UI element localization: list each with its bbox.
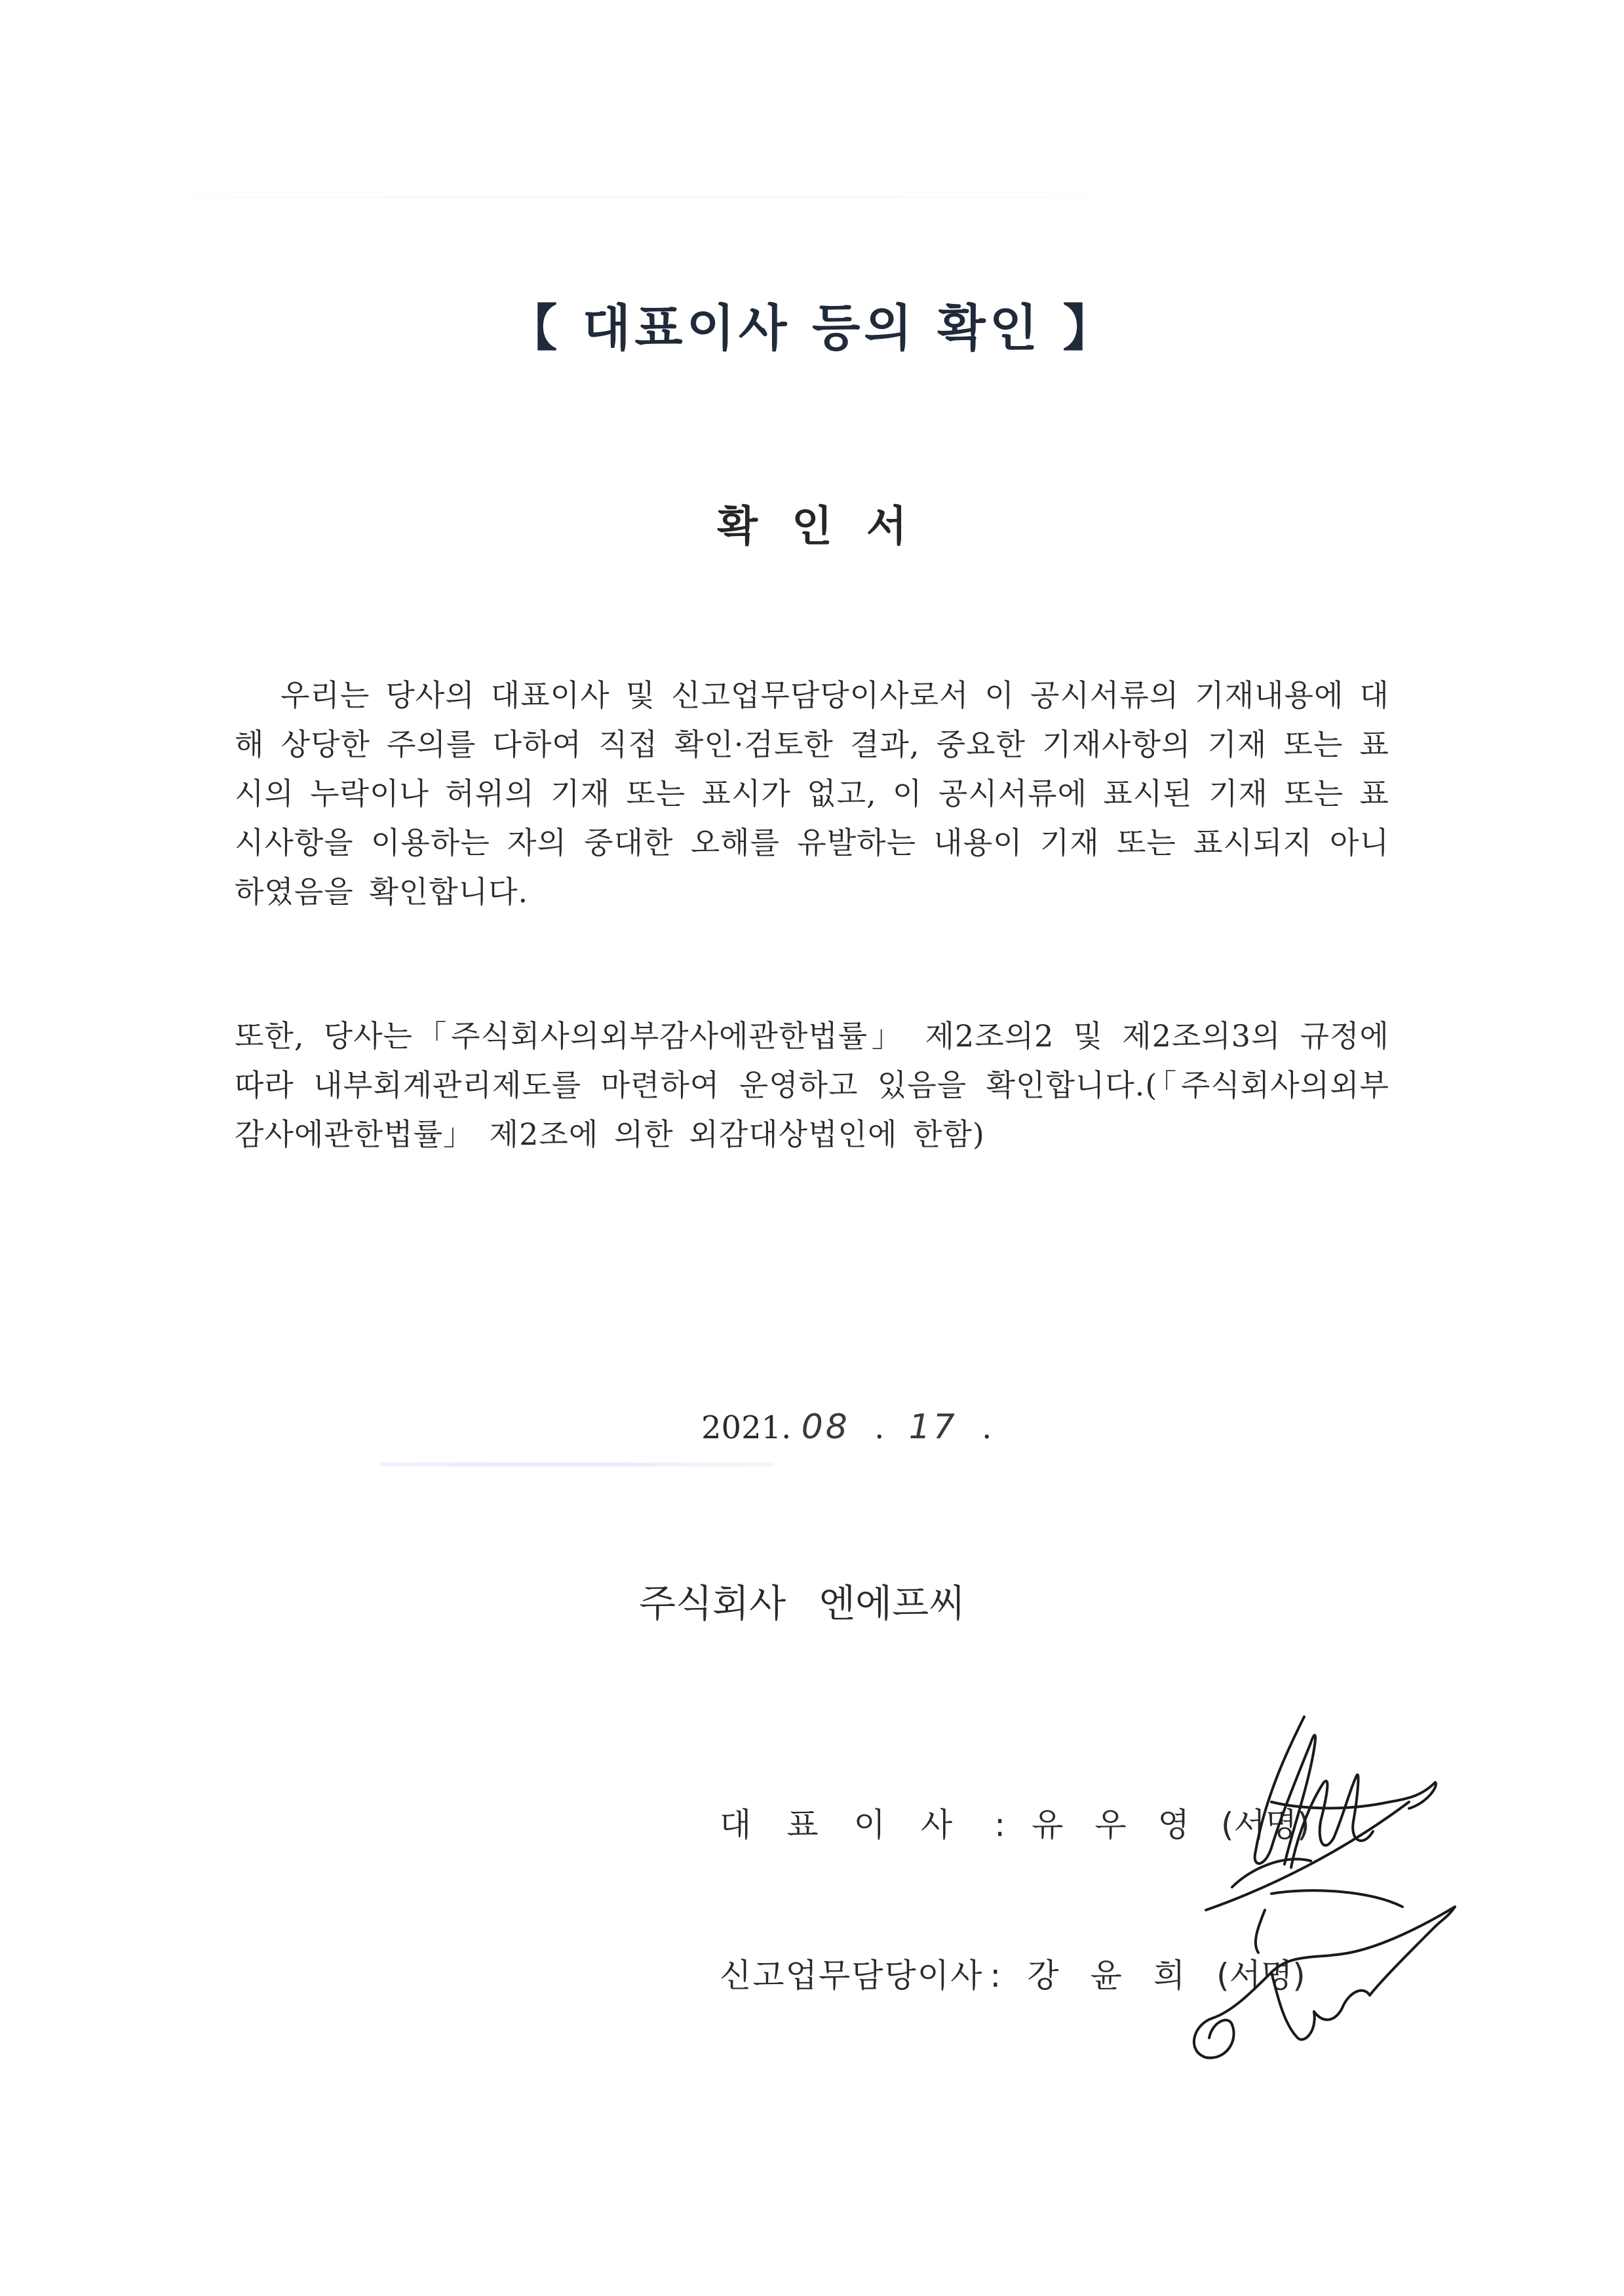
document-title: 확인서 [717, 503, 941, 551]
date-line [701, 1407, 1006, 1447]
reporting-officer-signature-row [720, 1949, 1305, 1997]
internal-control-paragraph: 또한, 당사는「주식회사의외부감사에관한법률」 제2조의2 및 제2조의3의 규정에 따라 내부회계관리제도를 마련하여 운영하고 있음을 확인합니다.(「주식회사의외부감사에관한법률」 제2조에 의한 외감대상법인에 한함) [235, 1018, 1389, 1152]
company-title: 엔에프씨 [819, 1581, 966, 1626]
ceo-sign-label: (서명) [1220, 1806, 1310, 1844]
date-day: 17 [908, 1407, 957, 1447]
date-month: 08 [801, 1407, 850, 1447]
date-end: . [982, 1409, 992, 1446]
ceo-separator: : [994, 1806, 1006, 1844]
date-year: 2021. [701, 1409, 792, 1446]
scan-artifact-line [20, 197, 1265, 198]
reporting-officer-role: 신고업무담당이사 [720, 1957, 984, 1995]
ceo-name: 유우영 [1032, 1806, 1221, 1844]
highlighter-smudge [380, 1463, 773, 1466]
reporting-officer-name: 강윤희 [1027, 1957, 1217, 1995]
section-heading: 【 대표이사 등의 확인 】 [507, 299, 1117, 357]
confirmation-paragraph: 우리는 당사의 대표이사 및 신고업무담당이사로서 이 공시서류의 기재내용에 대해 상당한 주의를 다하여 직접 확인·검토한 결과, 중요한 기재사항의 기재 또는 표시의 누락이나 허위의 기재 또는 표시가 없고, 이 공시서류에 표시된 기재 또는 표시사항을 이용하는 자의 중대한 오해를 유발하는 내용이 기재 또는 표시되지 아니하였음을 확인합니다. [235, 678, 1389, 909]
reporting-officer-sign-label: (서명) [1216, 1957, 1305, 1995]
reporting-officer-separator: : [990, 1957, 1001, 1995]
company-name [639, 1573, 965, 1628]
date-separator: . [874, 1409, 885, 1446]
company-prefix: 주식회사 [639, 1581, 786, 1626]
ceo-role: 대표이사 [720, 1806, 988, 1844]
ceo-signature-row [720, 1799, 1310, 1846]
